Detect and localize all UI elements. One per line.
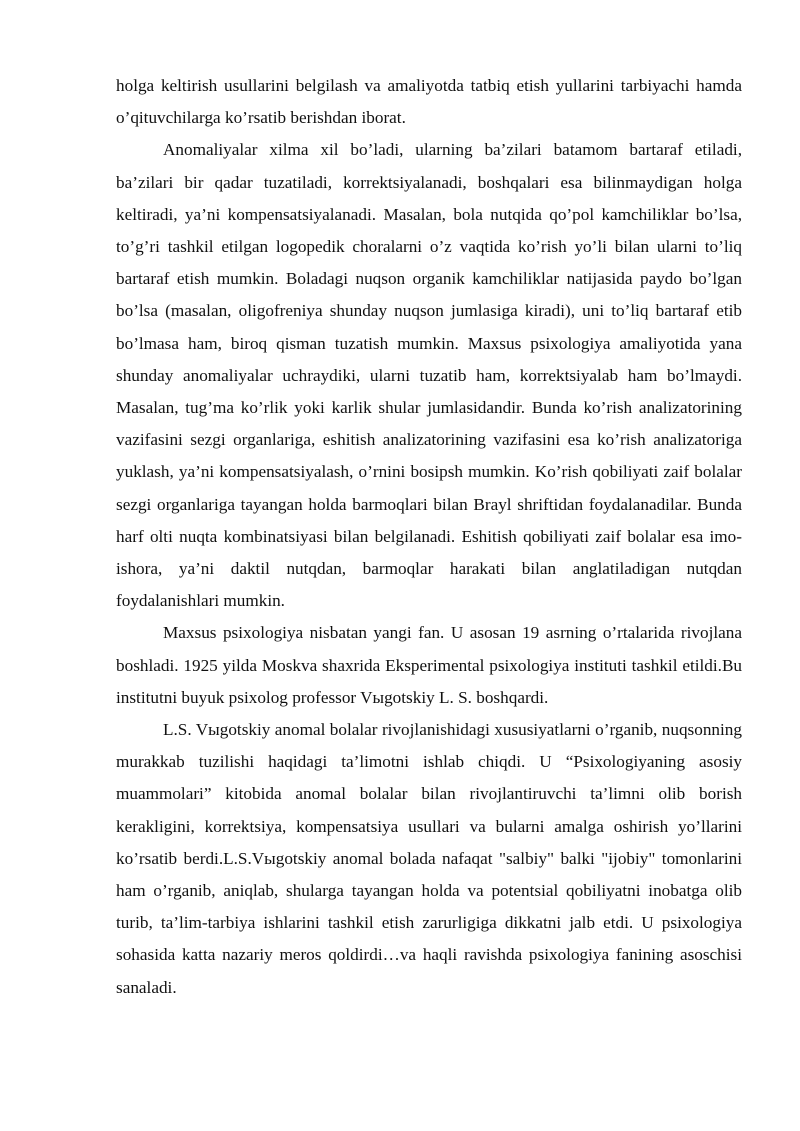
document-page (116, 70, 742, 1004)
paragraph-anomalies: Anomaliyalar xilma xil bo’ladi, ularning ba’zilari batamom bartaraf etiladi, ba’zilari bir qadar tuzatiladi, korrektsiyalanadi, boshqalari esa bilinmaydigan holga keltiradi, ya’ni kompensatsiyalanadi. Masalan, bola nutqida qo’pol kamchiliklar bo’lsa, to’g’ri tashkil etilgan logopedik choralarni o’z vaqtida ko’rish yo’li bilan ularni to’liq bartaraf etish mumkin. Boladagi nuqson organik kamchiliklar natijasida paydo bo’lgan bo’lsa (masalan, oligofreniya shunday nuqson jumlasiga kiradi), uni to’liq bartaraf etib bo’lmasa ham, biroq qisman tuzatish mumkin. Maxsus psixologiya amaliyotida yana shunday anomaliyalar uchraydiki, ularni tuzatib ham, korrektsiyalab ham bo’lmaydi. Masalan, tug’ma ko’rlik yoki karlik shular jumlasidandir. Bunda ko’rish analizatorining vazifasini sezgi organlariga, eshitish analizatorining vazifasini esa ko’rish analizatoriga yuklash, ya’ni kompensatsiyalash, o’rnini bosipsh mumkin. Ko’rish qobiliyati zaif bolalar sezgi organlariga tayangan holda barmoqlari bilan Brayl shriftidan foydalanadilar. Bunda harf olti nuqta kombinatsiyasi bilan belgilanadi. Eshitish qobiliyati zaif bolalar esa imo-ishora, ya’ni daktil nutqdan, barmoqlar harakati bilan anglatiladigan nutqdan foydalanishlari mumkin. (116, 140, 742, 611)
paragraph-vygotsky: L.S. Vыgotskiy anomal bolalar rivojlanishidagi xususiyatlarni o’rganib, nuqsonning murakkab tuzilishi haqidagi ta’limotni ishlab chiqdi. U “Psixologiyaning asosiy muammolari” kitobida anomal bolalar bilan rivojlantiruvchi ta’limni olib borish kerakligini, korrektsiya, kompensatsiya usullari va bularni amalga oshirish yo’llarini ko’rsatib berdi.L.S.Vыgotskiy anomal bolada nafaqat "salbiy" balki "ijobiy" tomonlarini ham o’rganib, aniqlab, shularga tayangan holda va potentsial qobiliyatni inobatga olib turib, ta’lim-tarbiya ishlarini tashkil etish zarurligiga dikkatni jalb etdi. U psixologiya sohasida katta nazariy meros qoldirdi…va haqli ravishda psixologiya fanining asoschisi sanaladi. (116, 720, 742, 997)
paragraph-special-psychology: Maxsus psixologiya nisbatan yangi fan. U asosan 19 asrning o’rtalarida rivojlana boshladi. 1925 yilda Moskva shaxrida Eksperimental psixologiya instituti tashkil etildi.Bu institutni buyuk psixolog professor Vыgotskiy L. S. boshqardi. (116, 623, 742, 707)
paragraph-continuation: holga keltirish usullarini belgilash va amaliyotda tatbiq etish yullarini tarbiyachi hamda o’qituvchilarga ko’rsatib berishdan iborat. (116, 76, 742, 128)
